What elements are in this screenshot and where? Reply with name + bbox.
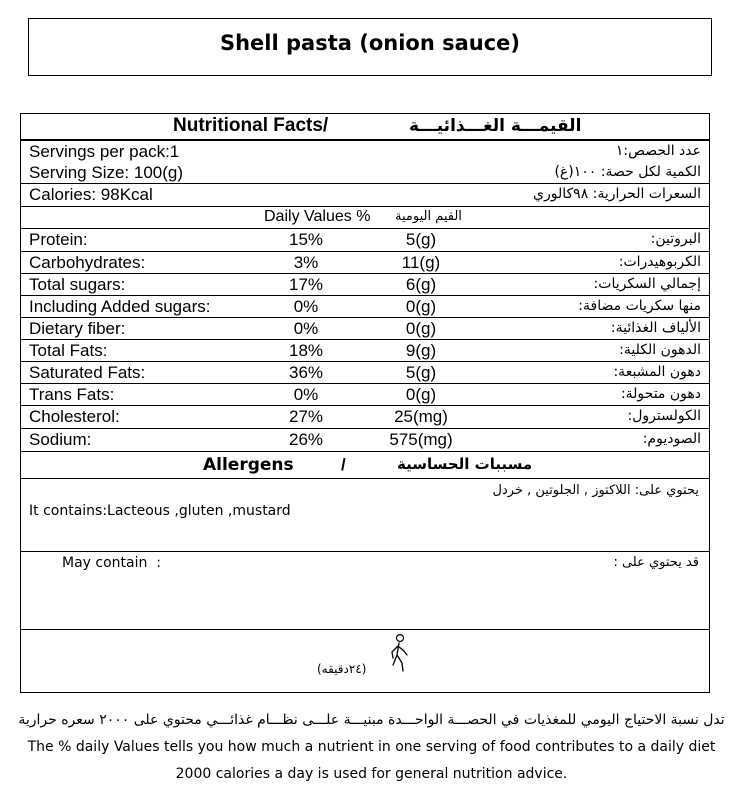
may-contain-ar: قد يحتوي على :: [613, 555, 699, 570]
daily-values-label: Daily Values %: [264, 208, 371, 225]
nutrient-label: Total Fats:: [29, 341, 108, 360]
nutrient-amount: 5(g): [405, 363, 437, 382]
nutrient-label-ar: إجمالي السكريات:: [593, 276, 701, 292]
nutrient-percent: 15%: [288, 230, 324, 249]
nutrient-percent: 27%: [288, 407, 324, 426]
servings-per-pack-ar: عدد الحصص:١: [615, 143, 701, 159]
nutrient-label: Protein:: [29, 230, 88, 249]
nutrient-row: [21, 429, 709, 451]
product-title: Shell pasta (onion sauce): [219, 31, 521, 55]
info-row: [21, 162, 709, 184]
nutrient-label-ar: الصوديوم:: [642, 431, 701, 447]
nutrient-label-ar: الكربوهيدرات:: [618, 254, 701, 270]
footer-note-ar: تدل نسبة الاحتياج اليومي للمغذيات في الحصـــة الواحـــدة مبنيـــة علـــى نظـــام غذائـــي محتوي على ٢٠٠٠ سعره حرارية: [18, 712, 725, 728]
nutrient-row: [21, 252, 709, 274]
divider: [21, 551, 709, 552]
nutrient-row: [21, 229, 709, 251]
serving-size: Serving Size: 100(g): [29, 163, 184, 182]
nutrient-label: Dietary fiber:: [29, 319, 126, 338]
activity-duration: (٢٤دقيقه): [317, 662, 367, 676]
nutrient-percent: 26%: [288, 430, 324, 449]
footer-note-en-line1: The % daily Values tells you how much a nutrient in one serving of food contributes to a daily diet: [27, 739, 716, 755]
calories: Calories: 98Kcal: [29, 185, 153, 204]
contains-ar: يحتوي على: اللاكتوز , الجلوتين , خردل: [492, 483, 699, 498]
nutrient-amount: 9(g): [405, 341, 437, 360]
divider: [21, 629, 709, 630]
nutrient-label-ar: الألياف الغذائية:: [610, 320, 701, 336]
nutrient-amount: 11(g): [401, 253, 441, 272]
nutrient-percent: 17%: [288, 275, 324, 294]
divider: [21, 451, 709, 452]
nutrient-row: [21, 318, 709, 340]
info-row: [21, 141, 709, 163]
nutrient-label-ar: البروتين:: [650, 231, 701, 247]
allergens-separator: /: [341, 455, 346, 474]
nutrient-row: [21, 384, 709, 406]
walking-person-icon: [387, 633, 411, 675]
nutrient-amount: 6(g): [405, 275, 437, 294]
nutrient-amount: 0(g): [405, 319, 437, 338]
nutrient-amount: 25(mg): [394, 407, 448, 426]
nutrient-row: [21, 340, 709, 362]
nutrient-percent: 0%: [293, 319, 319, 338]
nutrient-label: Carbohydrates:: [29, 253, 146, 272]
nutrient-amount: 0(g): [405, 297, 437, 316]
divider: [21, 478, 709, 479]
calories-ar: السعرات الحرارية: ٩٨كالوري: [533, 186, 701, 202]
servings-per-pack: Servings per pack:1: [29, 142, 180, 161]
nutrient-row: [21, 296, 709, 318]
nutrient-label-ar: الكولسترول:: [627, 408, 701, 424]
nutrient-percent: 18%: [288, 341, 324, 360]
daily-values-label-ar: القيم اليومية: [395, 209, 462, 224]
contains-en: It contains:Lacteous ,gluten ,mustard: [29, 503, 291, 519]
nutrient-percent: 0%: [293, 385, 319, 404]
nutrient-amount: 5(g): [405, 230, 437, 249]
nutrient-label: Trans Fats:: [29, 385, 115, 404]
may-contain-en: May contain :: [62, 555, 161, 571]
nutrient-amount: 575(mg): [389, 430, 453, 449]
nutrient-label: Including Added sugars:: [29, 297, 211, 316]
nutrition-header-en: Nutritional Facts/: [173, 115, 329, 136]
nutrient-label-ar: الدهون الكلية:: [619, 342, 701, 358]
serving-size-ar: الكمية لكل حصة: ١٠٠(غ): [554, 164, 701, 180]
nutrient-percent: 36%: [288, 363, 324, 382]
nutrient-amount: 0(g): [405, 385, 437, 404]
nutrient-label-ar: دهون متحولة:: [620, 386, 701, 402]
nutrient-label: Cholesterol:: [29, 407, 120, 426]
nutrient-row: [21, 362, 709, 384]
footer-note-en-line2: 2000 calories a day is used for general nutrition advice.: [175, 766, 568, 782]
nutrient-row: [21, 406, 709, 428]
nutrient-row: [21, 274, 709, 296]
divider: [21, 206, 709, 207]
nutrition-header-ar: القيمـــة الغـــذائيـــة: [409, 116, 582, 136]
allergens-title-ar: مسببات الحساسية: [397, 455, 533, 473]
allergens-title-en: Allergens: [203, 455, 294, 475]
nutrient-percent: 0%: [293, 297, 319, 316]
nutrient-percent: 3%: [293, 253, 319, 272]
nutrition-facts-table: [20, 113, 710, 693]
nutrient-label-ar: منها سكريات مضافة:: [578, 298, 701, 314]
product-title-box: [28, 18, 712, 76]
nutrient-label: Total sugars:: [29, 275, 126, 294]
nutrient-label-ar: دهون المشبعة:: [613, 364, 701, 380]
nutrient-label: Saturated Fats:: [29, 363, 146, 382]
info-row: [21, 184, 709, 206]
nutrient-label: Sodium:: [29, 430, 92, 449]
